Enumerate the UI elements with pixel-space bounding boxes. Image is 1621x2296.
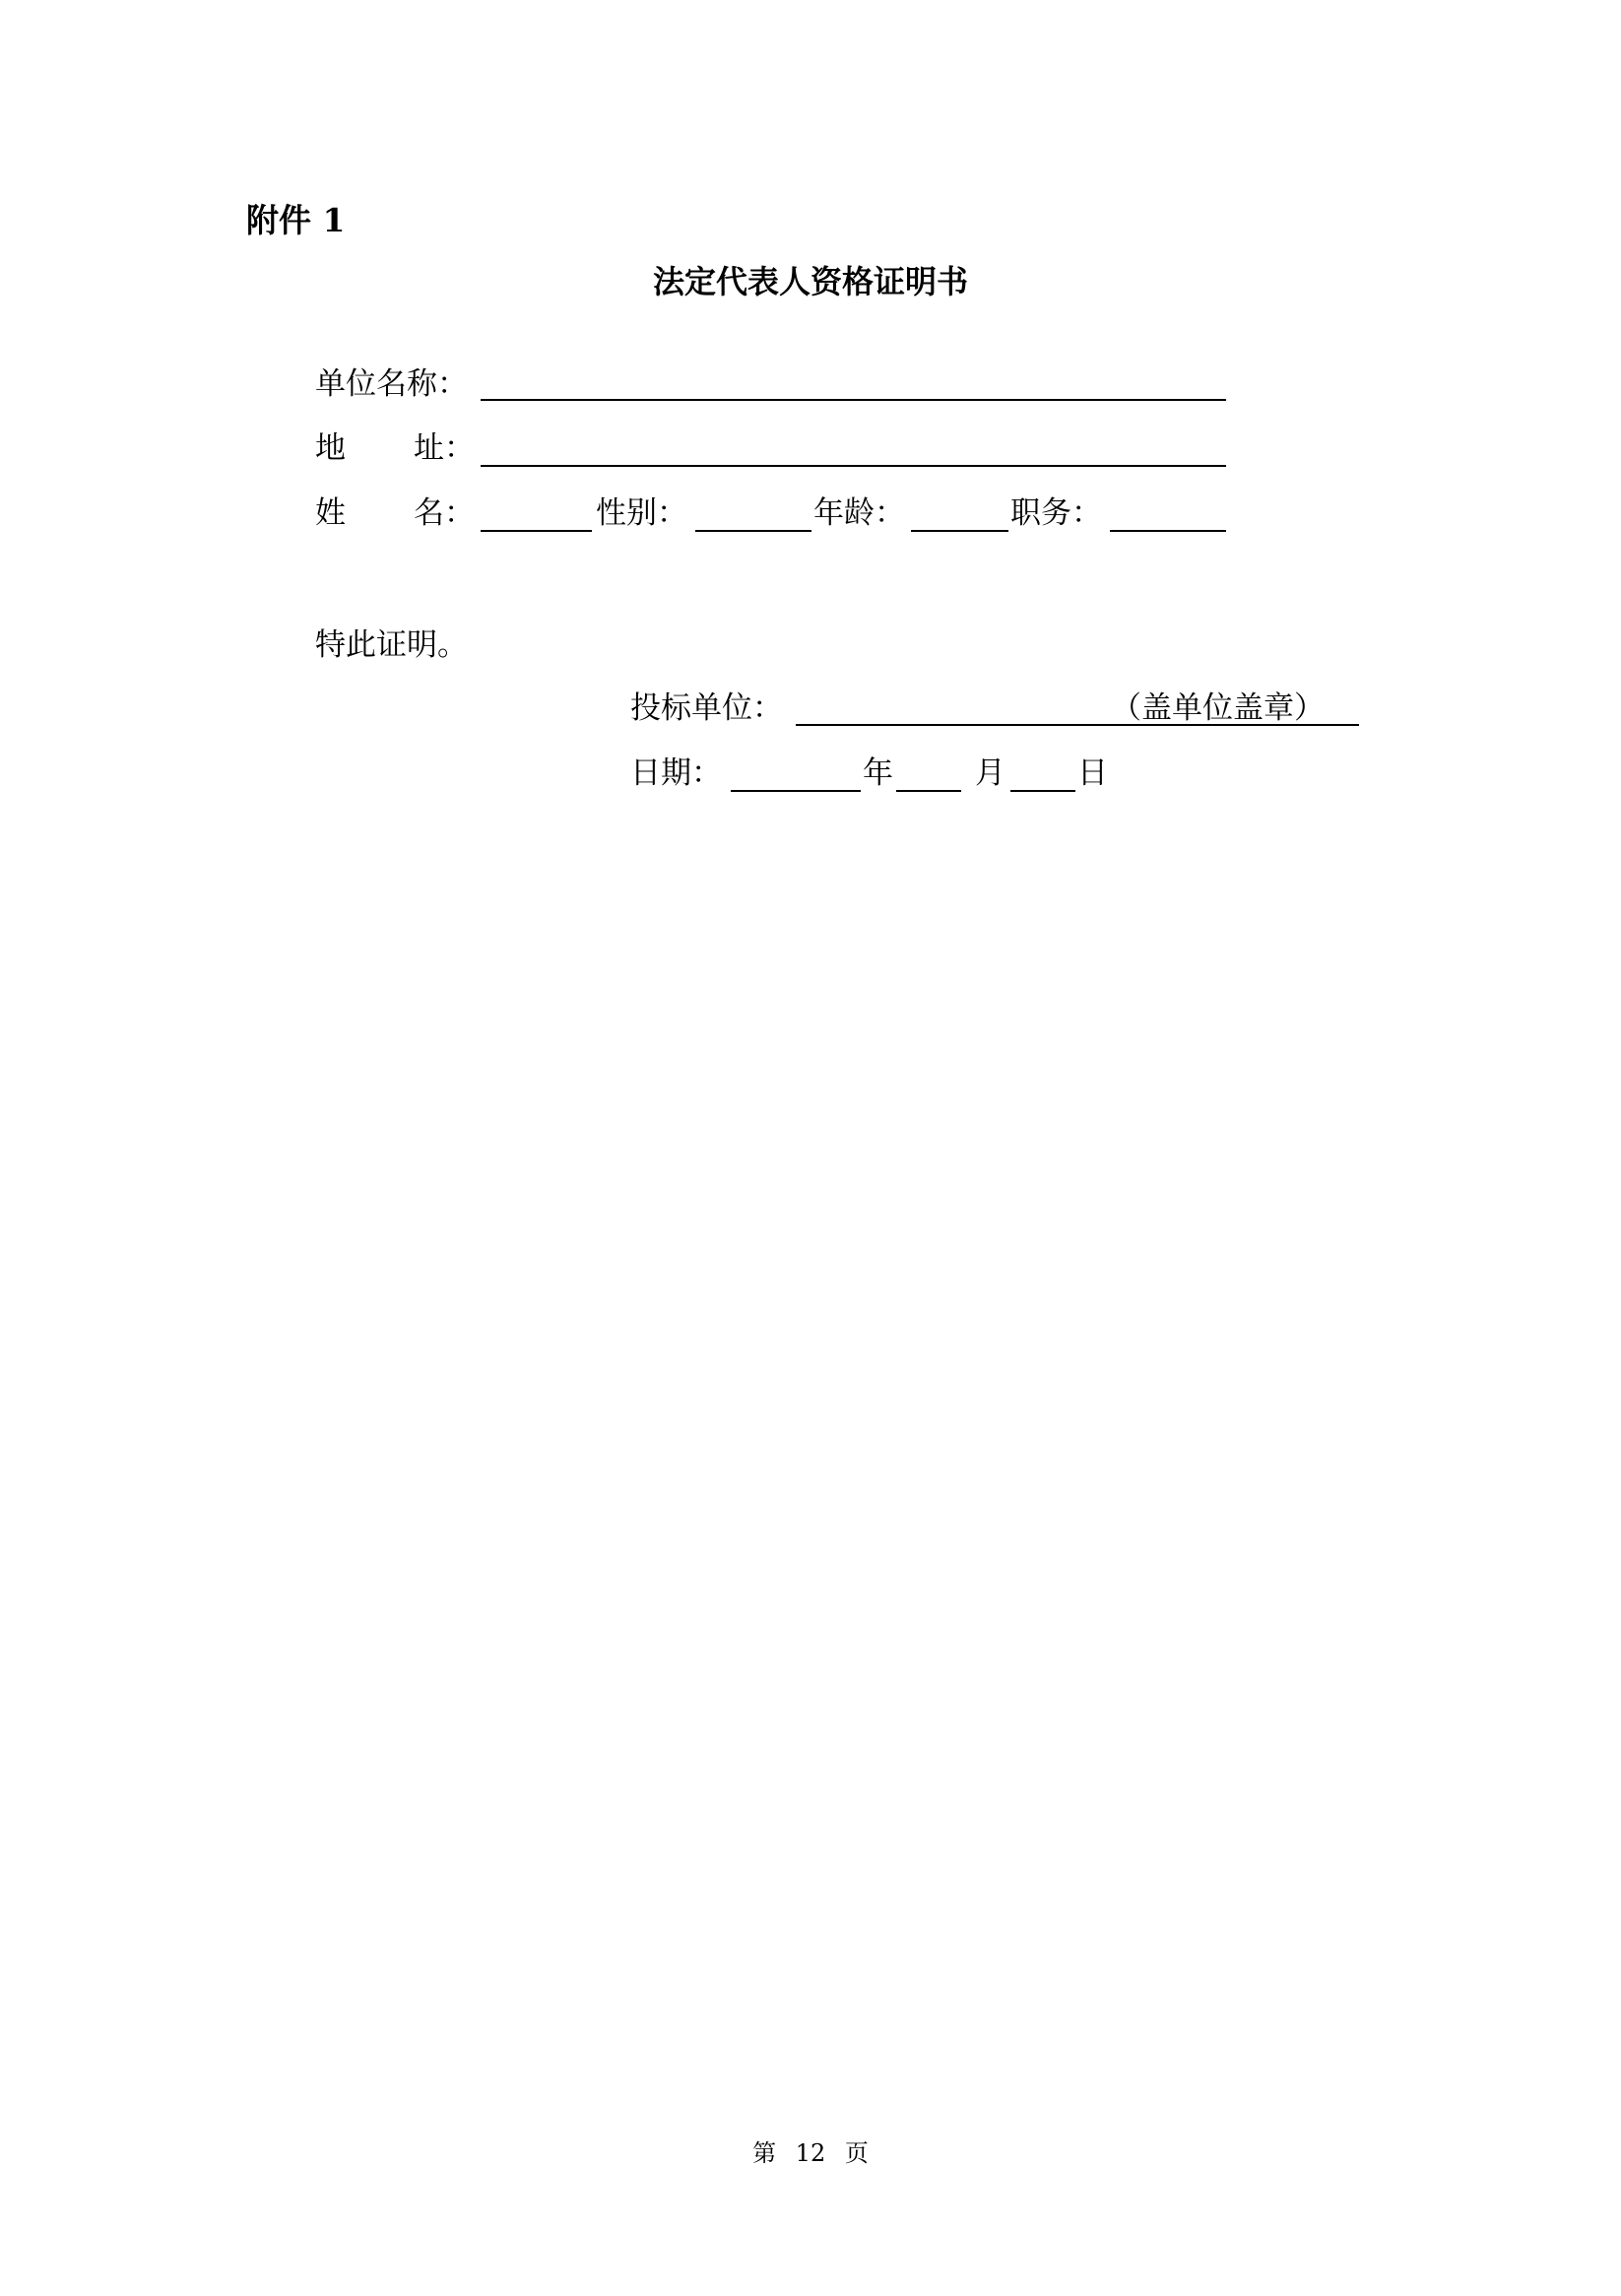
age-label: 年龄： — [813, 495, 905, 531]
attachment-label: 附件 1 — [246, 201, 346, 239]
name-blank[interactable] — [481, 530, 592, 532]
date-label: 日期： — [630, 755, 722, 791]
certification-statement: 特此证明。 — [315, 627, 468, 663]
address-label-part2: 址： — [414, 430, 475, 466]
unit-name-blank[interactable] — [481, 399, 1226, 401]
name-label-part1: 姓 — [315, 495, 346, 531]
page-suffix: 页 — [844, 2139, 869, 2167]
age-blank[interactable] — [911, 530, 1008, 532]
position-blank[interactable] — [1110, 530, 1226, 532]
day-label: 日 — [1077, 755, 1108, 791]
unit-name-label: 单位名称： — [315, 366, 468, 402]
position-label: 职务： — [1010, 495, 1102, 531]
page-number-footer — [0, 2141, 1621, 2165]
page-prefix: 第 — [752, 2139, 777, 2167]
bidder-label: 投标单位： — [630, 690, 783, 726]
day-blank[interactable] — [1010, 790, 1075, 792]
gender-label: 性别： — [596, 495, 687, 531]
year-label: 年 — [863, 755, 893, 791]
document-title: 法定代表人资格证明书 — [652, 263, 968, 300]
seal-note: （盖单位盖章） — [1111, 690, 1325, 726]
month-label: 月 — [975, 755, 1005, 791]
address-blank[interactable] — [481, 465, 1226, 467]
address-label-part1: 地 — [315, 430, 346, 466]
year-blank[interactable] — [731, 790, 861, 792]
page-number: 12 — [795, 2139, 826, 2167]
name-label-part2: 名： — [414, 495, 475, 531]
month-blank[interactable] — [896, 790, 961, 792]
gender-blank[interactable] — [695, 530, 811, 532]
